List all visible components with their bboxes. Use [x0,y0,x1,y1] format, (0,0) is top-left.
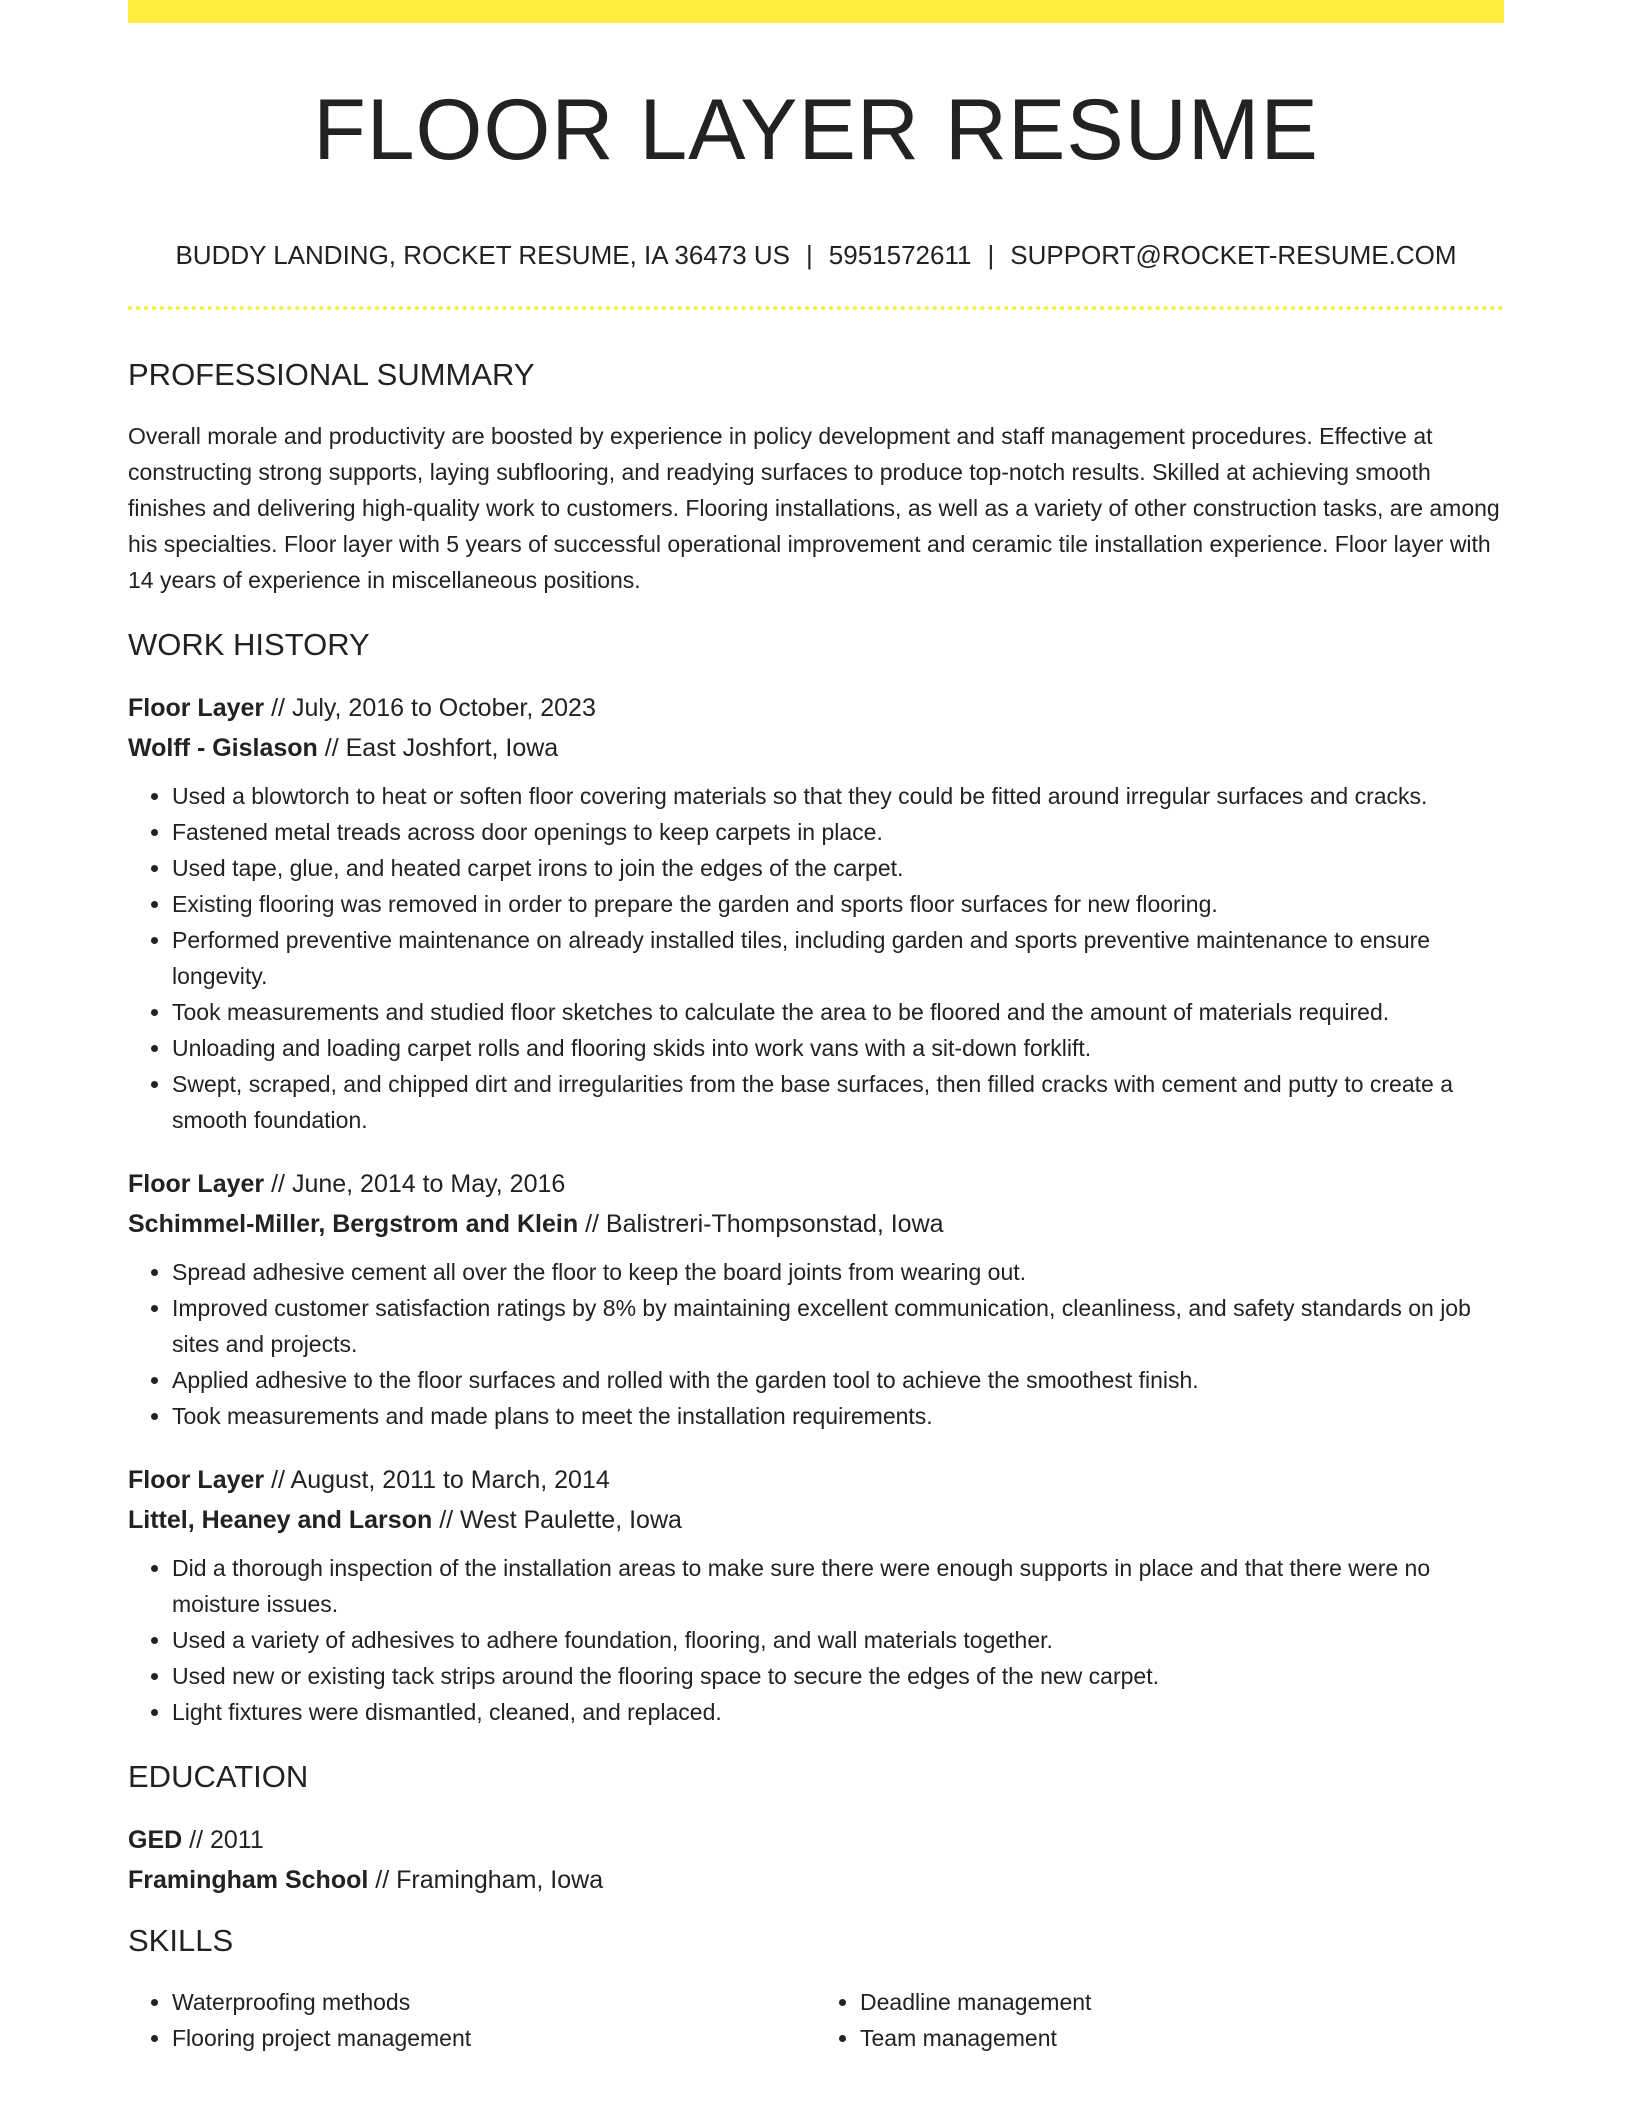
job-bullet: • Spread adhesive cement all over the floor to keep the board joints from wearing out. [172,1254,1504,1290]
job-company: Littel, Heaney and Larson [128,1506,433,1534]
education-school: Framingham School [128,1866,369,1894]
job-bullet: • Applied adhesive to the floor surfaces and rolled with the garden tool to achieve the smoothest finish. [172,1362,1504,1398]
job-company-line [128,1204,1504,1244]
job-bullet: • Existing flooring was removed in order to prepare the garden and sports floor surfaces for new flooring. [172,886,1504,922]
job-bullet: • Light fixtures were dismantled, cleaned, and replaced. [172,1694,1504,1730]
job-bullet: • Unloading and loading carpet rolls and flooring skids into work vans with a sit-down forklift. [172,1030,1504,1066]
education-school-line [128,1860,1504,1900]
summary-text: Overall morale and productivity are boosted by experience in policy development and staff management procedures. Effective at constructing strong supports, laying subflooring, and readying surfaces to produce top-notch results. Skilled at achieving smooth finishes and delivering high-quality work to customers. Flooring installations, as well as a variety of other construction tasks, are among his specialties. Floor layer with 5 years of successful operational improvement and ceramic tile installation experience. Floor layer with 14 years of experience in miscellaneous positions. [128,423,1500,593]
section-heading-skills: SKILLS [128,1923,234,1958]
section-heading-education: EDUCATION [128,1759,309,1794]
job-title-line [128,1164,1504,1204]
job-bullet: • Took measurements and made plans to meet the installation requirements. [172,1398,1504,1434]
job-bullet: • Fastened metal treads across door openings to keep carpets in place. [172,814,1504,850]
job-entry [128,688,1504,1138]
contact-address: BUDDY LANDING, ROCKET RESUME, IA 36473 US [175,240,791,270]
contact-line [128,238,1504,272]
skills-section [128,1920,1504,2056]
job-company: Wolff - Gislason [128,734,318,762]
skills-columns [128,1984,1504,2056]
job-location: // West Paulette, Iowa [432,1506,682,1534]
job-bullet: • Used a blowtorch to heat or soften floor covering materials so that they could be fitted around irregular surfaces and cracks. [172,778,1504,814]
job-company: Schimmel-Miller, Bergstrom and Klein [128,1210,579,1238]
skills-column-left [128,1984,816,2056]
job-bullets [128,778,1504,1138]
job-bullet: • Used new or existing tack strips around the flooring space to secure the edges of the new carpet. [172,1658,1504,1694]
job-entry [128,1164,1504,1434]
section-heading-work-history: WORK HISTORY [128,627,370,662]
job-entry [128,1460,1504,1730]
job-bullet: • Swept, scraped, and chipped dirt and irregularities from the base surfaces, then filled cracks with cement and putty to create a smooth foundation. [172,1066,1504,1138]
job-company-line [128,728,1504,768]
job-dates: // June, 2014 to May, 2016 [264,1170,566,1198]
section-heading-summary: PROFESSIONAL SUMMARY [128,357,535,392]
job-role: Floor Layer [128,1466,265,1494]
education-section [128,1756,1504,1900]
education-entry [128,1820,1504,1900]
dotted-divider [128,306,1504,310]
contact-separator: | [987,240,995,270]
job-location: // East Joshfort, Iowa [317,734,559,762]
job-bullet: • Improved customer satisfaction ratings by 8% by maintaining excellent communication, cleanliness, and safety standards on job sites and projects. [172,1290,1504,1362]
contact-phone: 5951572611 [828,240,972,270]
page-title: FLOOR LAYER RESUME [313,82,1319,178]
job-bullet: • Performed preventive maintenance on already installed tiles, including garden and sports preventive maintenance to ensure longevity. [172,922,1504,994]
job-location: // Balistreri-Thompsonstad, Iowa [578,1210,944,1238]
job-title-line [128,688,1504,728]
education-location: // Framingham, Iowa [368,1866,604,1894]
skill-item: • Team management [860,2020,1504,2056]
education-degree: GED [128,1826,183,1854]
job-bullet: • Used a variety of adhesives to adhere foundation, flooring, and wall materials together. [172,1622,1504,1658]
job-bullets [128,1254,1504,1434]
resume-content [128,354,1504,2056]
resume-page [128,0,1504,2112]
education-year: // 2011 [182,1826,264,1854]
top-accent-bar [128,0,1504,23]
job-company-line [128,1500,1504,1540]
skills-column-right [816,1984,1504,2056]
skill-item: • Flooring project management [172,2020,816,2056]
contact-separator: | [806,240,813,270]
job-bullet: • Took measurements and studied floor sketches to calculate the area to be floored and the amount of materials required. [172,994,1504,1030]
job-bullet: • Did a thorough inspection of the installation areas to make sure there were enough supports in place and that there were no moisture issues. [172,1550,1504,1622]
job-bullet: • Used tape, glue, and heated carpet irons to join the edges of the carpet. [172,850,1504,886]
contact-email: SUPPORT@ROCKET-RESUME.COM [1010,240,1457,270]
job-dates: // July, 2016 to October, 2023 [264,694,596,722]
work-history-section [128,624,1504,1730]
skill-item: • Waterproofing methods [172,1984,816,2020]
skill-item: • Deadline management [860,1984,1504,2020]
job-dates: // August, 2011 to March, 2014 [264,1466,610,1494]
education-degree-line [128,1820,1504,1860]
job-role: Floor Layer [128,1170,265,1198]
job-role: Floor Layer [128,694,265,722]
job-title-line [128,1460,1504,1500]
summary-section [128,354,1504,598]
job-bullets [128,1550,1504,1730]
